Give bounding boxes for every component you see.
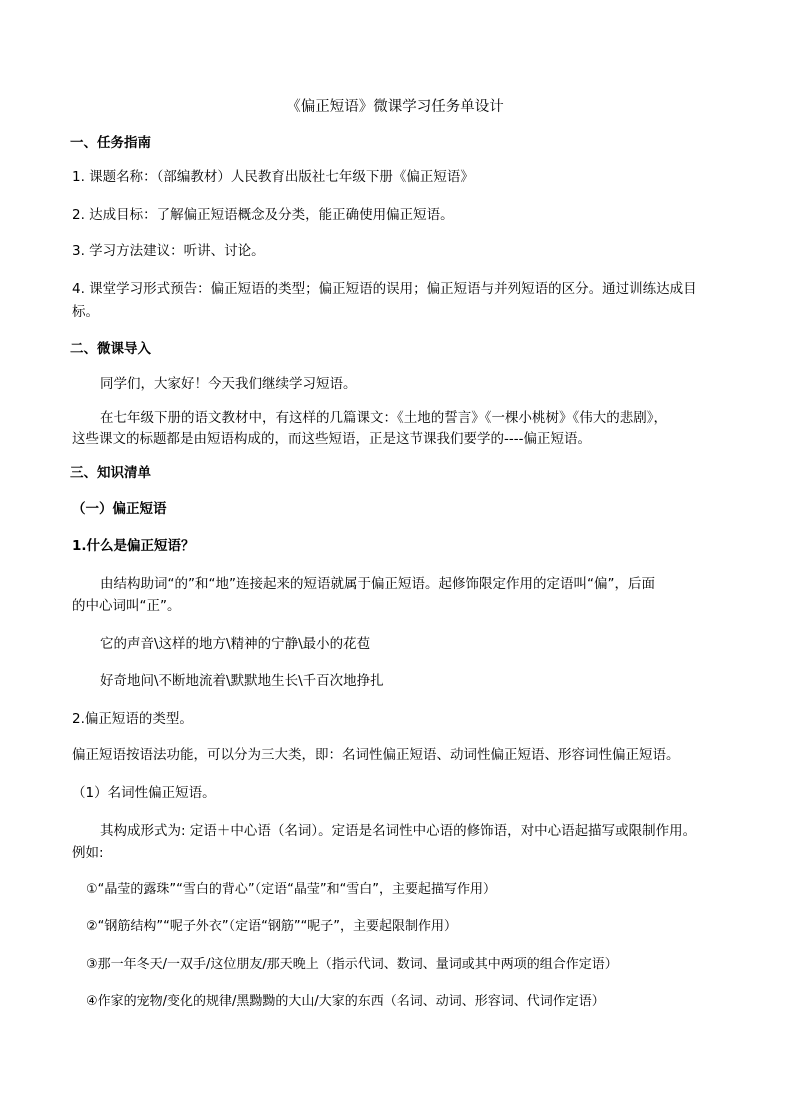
- example-item-2: ②“钢筋结构”“呢子外衣”（定语“钢筋”“呢子”，主要起限制作用）: [86, 919, 458, 934]
- example-item-1: ①“晶莹的露珠”“雪白的背心”（定语“晶莹”和“雪白”，主要起描写作用）: [86, 882, 497, 897]
- guide-item-method: 3. 学习方法建议：听讲、讨论。: [72, 243, 265, 259]
- question-what-is: 1.什么是偏正短语？: [72, 538, 195, 554]
- document-title: 《偏正短语》微课学习任务单设计: [286, 99, 504, 115]
- type-noun-heading: （1）名词性偏正短语。: [72, 785, 216, 801]
- guide-item-topic: 1. 课题名称：（部编教材）人民教育出版社七年级下册《偏正短语》: [72, 169, 474, 185]
- example-item-3: ③那一年冬天/一双手/这位朋友/那天晚上（指示代词、数词、量词或其中两项的组合作定语）: [86, 957, 618, 972]
- subsection-heading: （一）偏正短语: [72, 501, 167, 517]
- form-description-line1: 其构成形式为: 定语＋中心语（名词）。定语是名词性中心语的修饰语，对中心语起描写或限制作用。: [100, 823, 697, 839]
- intro-paragraph-1: 同学们，大家好！今天我们继续学习短语。: [100, 376, 357, 392]
- question-types: 2.偏正短语的类型。: [72, 711, 193, 727]
- form-description-line2: 例如:: [72, 845, 104, 861]
- guide-item-preview-line2: 标。: [72, 304, 99, 320]
- example-verb-phrases: 好奇地问\不断地流着\默默地生长\千百次地挣扎: [100, 673, 384, 689]
- intro-paragraph-2-line1: 在七年级下册的语文教材中，有这样的几篇课文：《土地的誓言》《一棵小桃树》《伟大的悲剧》，: [100, 410, 667, 426]
- section-heading-intro: 二、微课导入: [70, 341, 151, 357]
- example-item-4: ④作家的宠物/变化的规律/黑黝黝的大山/大家的东西（名词、动词、形容词、代词作定语）: [86, 994, 605, 1009]
- guide-item-preview-line1: 4. 课堂学习形式预告：偏正短语的类型；偏正短语的误用；偏正短语与并列短语的区分。通过训练达成目: [72, 281, 697, 297]
- section-heading-guide: 一、任务指南: [70, 135, 151, 151]
- types-description: 偏正短语按语法功能，可以分为三大类，即：名词性偏正短语、动词性偏正短语、形容词性偏正短语。: [72, 747, 680, 763]
- definition-line2: 的中心词叫“正”。: [72, 598, 181, 614]
- guide-item-goal: 2. 达成目标：了解偏正短语概念及分类，能正确使用偏正短语。: [72, 207, 454, 223]
- intro-paragraph-2-line2: 这些课文的标题都是由短语构成的，而这些短语，正是这节课我们要学的----偏正短语。: [72, 431, 591, 447]
- definition-line1: 由结构助词“的”和“地”连接起来的短语就属于偏正短语。起修饰限定作用的定语叫“偏”，后面: [100, 576, 655, 592]
- section-heading-knowledge: 三、知识清单: [70, 465, 151, 481]
- example-noun-phrases: 它的声音\这样的地方\精神的宁静\最小的花苞: [100, 636, 371, 652]
